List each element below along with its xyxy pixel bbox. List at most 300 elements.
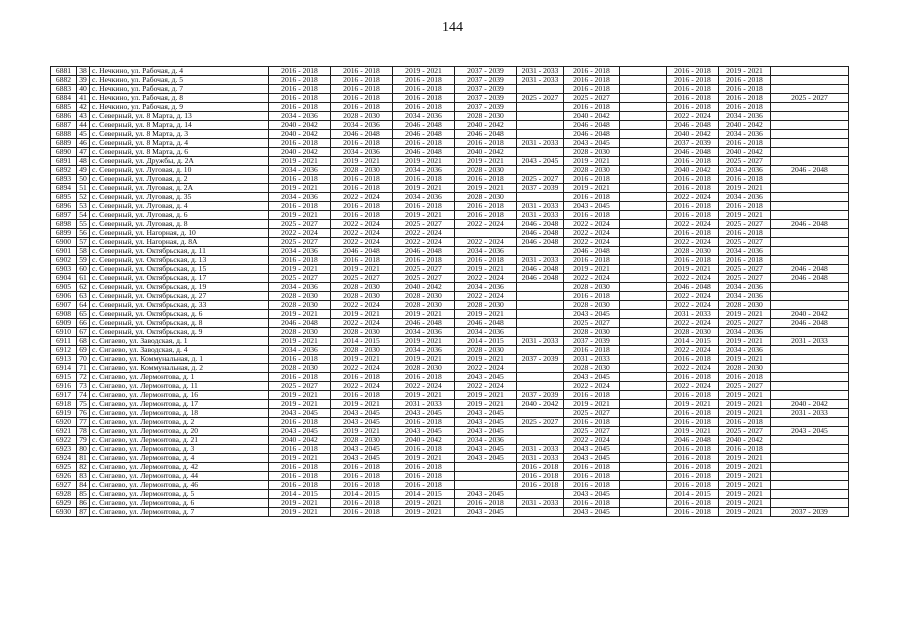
period-cell: 2016 - 2018	[455, 256, 517, 265]
period-cell: 2014 - 2015	[667, 337, 719, 346]
period-cell: 2040 - 2042	[667, 130, 719, 139]
period-cell: 2019 - 2021	[269, 265, 331, 274]
period-cell	[771, 418, 849, 427]
period-cell: 2025 - 2027	[719, 274, 771, 283]
table-row	[51, 85, 849, 94]
row-id-cell: 6908	[51, 310, 77, 319]
period-cell: 2031 - 2033	[517, 67, 564, 76]
period-cell: 2016 - 2018	[719, 256, 771, 265]
row-id-cell: 6907	[51, 301, 77, 310]
period-cell	[620, 472, 667, 481]
period-cell: 2016 - 2018	[667, 373, 719, 382]
period-cell: 2040 - 2042	[719, 121, 771, 130]
period-cell: 2016 - 2018	[393, 76, 455, 85]
table-row	[51, 220, 849, 229]
period-cell: 2034 - 2036	[719, 328, 771, 337]
period-cell: 2016 - 2018	[393, 85, 455, 94]
row-number-cell: 45	[77, 130, 90, 139]
period-cell: 2040 - 2042	[393, 436, 455, 445]
address-cell: с. Сигаево, ул. Лермонтова, д. 3	[90, 445, 269, 454]
row-number-cell: 75	[77, 400, 90, 409]
period-cell: 2016 - 2018	[269, 76, 331, 85]
period-cell	[517, 436, 564, 445]
period-cell	[517, 130, 564, 139]
address-cell: с. Северный, ул. Октябрьская, д. 19	[90, 283, 269, 292]
period-cell: 2046 - 2048	[517, 265, 564, 274]
period-cell: 2019 - 2021	[455, 310, 517, 319]
row-number-cell: 79	[77, 436, 90, 445]
period-cell: 2019 - 2021	[719, 67, 771, 76]
period-cell: 2019 - 2021	[393, 508, 455, 517]
period-cell: 2016 - 2018	[564, 256, 620, 265]
period-cell: 2016 - 2018	[455, 211, 517, 220]
period-cell: 2016 - 2018	[269, 445, 331, 454]
period-cell	[620, 94, 667, 103]
period-cell: 2016 - 2018	[269, 67, 331, 76]
period-cell: 2028 - 2030	[331, 292, 393, 301]
period-cell: 2040 - 2042	[667, 166, 719, 175]
period-cell: 2016 - 2018	[667, 472, 719, 481]
period-cell	[517, 319, 564, 328]
address-cell: с. Северный, ул. Октябрьская, д. 13	[90, 256, 269, 265]
table-row	[51, 202, 849, 211]
period-cell	[771, 202, 849, 211]
row-number-cell: 76	[77, 409, 90, 418]
period-cell	[771, 139, 849, 148]
period-cell: 2016 - 2018	[719, 175, 771, 184]
period-cell: 2043 - 2045	[269, 409, 331, 418]
period-cell	[620, 283, 667, 292]
period-cell: 2019 - 2021	[719, 211, 771, 220]
period-cell	[620, 436, 667, 445]
period-cell: 2022 - 2024	[667, 319, 719, 328]
address-cell: с. Сигаево, ул. Лермонтова, д. 6	[90, 499, 269, 508]
period-cell: 2043 - 2045	[771, 427, 849, 436]
period-cell: 2016 - 2018	[269, 256, 331, 265]
period-cell: 2037 - 2039	[517, 184, 564, 193]
period-cell: 2022 - 2024	[331, 382, 393, 391]
row-number-cell: 54	[77, 211, 90, 220]
row-number-cell: 53	[77, 202, 90, 211]
period-cell: 2046 - 2048	[667, 436, 719, 445]
row-id-cell: 6881	[51, 67, 77, 76]
period-cell	[771, 247, 849, 256]
table-row	[51, 292, 849, 301]
period-cell: 2043 - 2045	[269, 427, 331, 436]
row-id-cell: 6929	[51, 499, 77, 508]
period-cell: 2016 - 2018	[564, 175, 620, 184]
table-row	[51, 346, 849, 355]
table-row	[51, 472, 849, 481]
period-cell: 2016 - 2018	[393, 463, 455, 472]
period-cell: 2016 - 2018	[331, 139, 393, 148]
row-number-cell: 72	[77, 373, 90, 382]
page-number: 144	[442, 20, 463, 35]
period-cell	[620, 265, 667, 274]
period-cell	[771, 463, 849, 472]
period-cell: 2034 - 2036	[269, 112, 331, 121]
period-cell: 2019 - 2021	[269, 211, 331, 220]
row-id-cell: 6930	[51, 508, 77, 517]
period-cell	[517, 508, 564, 517]
period-cell: 2031 - 2033	[517, 211, 564, 220]
period-cell	[620, 391, 667, 400]
period-cell: 2016 - 2018	[269, 355, 331, 364]
period-cell: 2046 - 2048	[517, 220, 564, 229]
period-cell	[455, 463, 517, 472]
period-cell: 2034 - 2036	[393, 112, 455, 121]
period-cell: 2034 - 2036	[719, 292, 771, 301]
table-row	[51, 94, 849, 103]
period-cell: 2019 - 2021	[331, 355, 393, 364]
period-cell: 2037 - 2039	[455, 67, 517, 76]
period-cell	[771, 76, 849, 85]
row-number-cell: 58	[77, 247, 90, 256]
period-cell: 2016 - 2018	[331, 103, 393, 112]
period-cell: 2019 - 2021	[719, 490, 771, 499]
period-cell: 2014 - 2015	[331, 337, 393, 346]
period-cell: 2019 - 2021	[393, 499, 455, 508]
period-cell	[620, 238, 667, 247]
period-cell: 2016 - 2018	[719, 85, 771, 94]
row-id-cell: 6904	[51, 274, 77, 283]
period-cell: 2019 - 2021	[719, 310, 771, 319]
period-cell: 2031 - 2033	[667, 310, 719, 319]
period-cell	[620, 364, 667, 373]
address-cell: с. Северный, ул. Луговая, д. 6	[90, 211, 269, 220]
period-cell: 2043 - 2045	[455, 409, 517, 418]
period-cell: 2034 - 2036	[719, 112, 771, 121]
period-cell	[517, 121, 564, 130]
period-cell	[620, 220, 667, 229]
period-cell: 2019 - 2021	[719, 391, 771, 400]
address-cell: с. Северный, ул. 8 Марта, д. 6	[90, 148, 269, 157]
period-cell: 2037 - 2039	[517, 355, 564, 364]
period-cell: 2028 - 2030	[455, 301, 517, 310]
period-cell: 2037 - 2039	[564, 337, 620, 346]
period-cell	[771, 256, 849, 265]
period-cell: 2034 - 2036	[393, 193, 455, 202]
period-cell: 2019 - 2021	[719, 337, 771, 346]
period-cell: 2028 - 2030	[719, 364, 771, 373]
address-cell: с. Северный, ул. Октябрьская, д. 17	[90, 274, 269, 283]
period-cell	[620, 346, 667, 355]
row-number-cell: 38	[77, 67, 90, 76]
table-row	[51, 301, 849, 310]
period-cell	[620, 400, 667, 409]
period-cell: 2031 - 2033	[517, 499, 564, 508]
period-cell: 2019 - 2021	[393, 157, 455, 166]
period-cell: 2022 - 2024	[564, 382, 620, 391]
address-cell: с. Сигаево, ул. Коммунальная, д. 1	[90, 355, 269, 364]
period-cell: 2016 - 2018	[564, 211, 620, 220]
period-cell: 2028 - 2030	[269, 364, 331, 373]
period-cell: 2028 - 2030	[331, 436, 393, 445]
period-cell: 2043 - 2045	[455, 427, 517, 436]
period-cell: 2016 - 2018	[331, 472, 393, 481]
period-cell: 2016 - 2018	[393, 472, 455, 481]
row-number-cell: 74	[77, 391, 90, 400]
table-row	[51, 490, 849, 499]
period-cell	[620, 121, 667, 130]
period-cell: 2016 - 2018	[517, 472, 564, 481]
row-number-cell: 51	[77, 184, 90, 193]
row-id-cell: 6903	[51, 265, 77, 274]
period-cell: 2025 - 2027	[719, 427, 771, 436]
row-id-cell: 6927	[51, 481, 77, 490]
period-cell: 2016 - 2018	[393, 175, 455, 184]
period-cell: 2028 - 2030	[564, 148, 620, 157]
period-cell: 2025 - 2027	[719, 265, 771, 274]
period-cell: 2028 - 2030	[667, 247, 719, 256]
period-cell: 2016 - 2018	[719, 229, 771, 238]
period-cell: 2025 - 2027	[771, 94, 849, 103]
period-cell: 2016 - 2018	[393, 139, 455, 148]
period-cell	[771, 292, 849, 301]
period-cell	[517, 373, 564, 382]
period-cell: 2040 - 2042	[393, 283, 455, 292]
address-cell: с. Сигаево, ул. Лермонтова, д. 7	[90, 508, 269, 517]
row-id-cell: 6900	[51, 238, 77, 247]
period-cell: 2046 - 2048	[771, 220, 849, 229]
period-cell: 2025 - 2027	[269, 382, 331, 391]
period-cell: 2016 - 2018	[331, 67, 393, 76]
period-cell: 2040 - 2042	[564, 112, 620, 121]
period-cell: 2016 - 2018	[719, 373, 771, 382]
period-cell: 2022 - 2024	[564, 229, 620, 238]
period-cell	[620, 337, 667, 346]
period-cell	[517, 283, 564, 292]
period-cell: 2016 - 2018	[331, 85, 393, 94]
row-id-cell: 6912	[51, 346, 77, 355]
row-id-cell: 6883	[51, 85, 77, 94]
address-cell: с. Северный, ул. Луговая, д. 35	[90, 193, 269, 202]
period-cell	[517, 166, 564, 175]
period-cell: 2019 - 2021	[331, 427, 393, 436]
period-cell	[620, 85, 667, 94]
period-cell: 2028 - 2030	[331, 346, 393, 355]
table-row	[51, 481, 849, 490]
period-cell: 2028 - 2030	[455, 193, 517, 202]
schedule-table	[50, 66, 849, 517]
address-cell: с. Северный, ул. Октябрьская, д. 15	[90, 265, 269, 274]
period-cell: 2034 - 2036	[331, 148, 393, 157]
table-row	[51, 508, 849, 517]
row-id-cell: 6909	[51, 319, 77, 328]
period-cell: 2016 - 2018	[667, 499, 719, 508]
period-cell	[517, 292, 564, 301]
period-cell: 2019 - 2021	[331, 157, 393, 166]
period-cell: 2046 - 2048	[331, 130, 393, 139]
period-cell: 2025 - 2027	[331, 274, 393, 283]
row-number-cell: 61	[77, 274, 90, 283]
row-id-cell: 6897	[51, 211, 77, 220]
period-cell: 2022 - 2024	[455, 220, 517, 229]
period-cell: 2016 - 2018	[269, 103, 331, 112]
row-number-cell: 55	[77, 220, 90, 229]
table-row	[51, 427, 849, 436]
row-id-cell: 6915	[51, 373, 77, 382]
period-cell	[517, 193, 564, 202]
period-cell: 2016 - 2018	[667, 508, 719, 517]
table-row	[51, 67, 849, 76]
period-cell: 2028 - 2030	[393, 292, 455, 301]
period-cell: 2016 - 2018	[667, 418, 719, 427]
row-number-cell: 56	[77, 229, 90, 238]
period-cell	[620, 355, 667, 364]
period-cell: 2016 - 2018	[269, 373, 331, 382]
period-cell	[517, 382, 564, 391]
table-row	[51, 175, 849, 184]
table-row	[51, 184, 849, 193]
period-cell	[620, 157, 667, 166]
period-cell: 2025 - 2027	[719, 220, 771, 229]
period-cell: 2046 - 2048	[455, 130, 517, 139]
address-cell: с. Северный, ул. 8 Марта, д. 3	[90, 130, 269, 139]
period-cell: 2014 - 2015	[269, 490, 331, 499]
period-cell: 2016 - 2018	[667, 211, 719, 220]
period-cell: 2022 - 2024	[667, 382, 719, 391]
period-cell: 2028 - 2030	[331, 328, 393, 337]
period-cell: 2019 - 2021	[269, 184, 331, 193]
address-cell: с. Сигаево, ул. Лермонтова, д. 18	[90, 409, 269, 418]
period-cell: 2016 - 2018	[667, 454, 719, 463]
period-cell: 2034 - 2036	[719, 166, 771, 175]
period-cell: 2016 - 2018	[667, 157, 719, 166]
period-cell: 2022 - 2024	[667, 112, 719, 121]
period-cell: 2022 - 2024	[667, 301, 719, 310]
period-cell: 2019 - 2021	[719, 409, 771, 418]
period-cell	[620, 247, 667, 256]
period-cell	[620, 490, 667, 499]
table-row	[51, 337, 849, 346]
period-cell: 2022 - 2024	[667, 193, 719, 202]
row-number-cell: 63	[77, 292, 90, 301]
period-cell: 2043 - 2045	[564, 508, 620, 517]
table-row	[51, 355, 849, 364]
address-cell: с. Сигаево, ул. Коммунальная, д. 2	[90, 364, 269, 373]
period-cell: 2016 - 2018	[393, 481, 455, 490]
period-cell: 2022 - 2024	[455, 238, 517, 247]
address-cell: с. Северный, ул. Нагорная, д. 8А	[90, 238, 269, 247]
period-cell: 2019 - 2021	[269, 310, 331, 319]
period-cell: 2022 - 2024	[331, 193, 393, 202]
period-cell: 2034 - 2036	[393, 328, 455, 337]
period-cell: 2028 - 2030	[331, 166, 393, 175]
period-cell: 2016 - 2018	[667, 481, 719, 490]
row-number-cell: 52	[77, 193, 90, 202]
period-cell: 2040 - 2042	[719, 148, 771, 157]
row-id-cell: 6884	[51, 94, 77, 103]
period-cell: 2016 - 2018	[564, 472, 620, 481]
period-cell: 2046 - 2048	[771, 274, 849, 283]
period-cell: 2016 - 2018	[719, 445, 771, 454]
table-row	[51, 328, 849, 337]
period-cell: 2016 - 2018	[564, 67, 620, 76]
address-cell: с. Сигаево, ул. Лермонтова, д. 4	[90, 454, 269, 463]
period-cell: 2019 - 2021	[667, 400, 719, 409]
period-cell: 2022 - 2024	[564, 220, 620, 229]
period-cell: 2031 - 2033	[393, 400, 455, 409]
period-cell	[771, 112, 849, 121]
period-cell	[620, 418, 667, 427]
period-cell: 2016 - 2018	[331, 202, 393, 211]
row-number-cell: 48	[77, 157, 90, 166]
period-cell	[620, 76, 667, 85]
period-cell: 2025 - 2027	[719, 157, 771, 166]
address-cell: с. Сигаево, ул. Лермонтова, д. 11	[90, 382, 269, 391]
period-cell: 2046 - 2048	[667, 121, 719, 130]
period-cell: 2046 - 2048	[393, 319, 455, 328]
row-id-cell: 6919	[51, 409, 77, 418]
row-id-cell: 6887	[51, 121, 77, 130]
row-number-cell: 64	[77, 301, 90, 310]
period-cell: 2031 - 2033	[771, 409, 849, 418]
period-cell: 2016 - 2018	[331, 499, 393, 508]
period-cell	[517, 310, 564, 319]
address-cell: с. Северный, ул. Нагорная, д. 10	[90, 229, 269, 238]
address-cell: с. Нечкино, ул. Рабочая, д. 7	[90, 85, 269, 94]
row-id-cell: 6910	[51, 328, 77, 337]
address-cell: с. Северный, ул. Октябрьская, д. 8	[90, 319, 269, 328]
row-id-cell: 6922	[51, 436, 77, 445]
period-cell: 2022 - 2024	[455, 382, 517, 391]
period-cell: 2016 - 2018	[667, 256, 719, 265]
address-cell: с. Сигаево, ул. Лермонтова, д. 17	[90, 400, 269, 409]
period-cell: 2016 - 2018	[667, 409, 719, 418]
period-cell: 2022 - 2024	[667, 274, 719, 283]
row-id-cell: 6888	[51, 130, 77, 139]
period-cell	[620, 193, 667, 202]
period-cell: 2019 - 2021	[331, 265, 393, 274]
period-cell: 2031 - 2033	[517, 76, 564, 85]
table-row	[51, 112, 849, 121]
period-cell: 2034 - 2036	[719, 346, 771, 355]
period-cell: 2019 - 2021	[269, 499, 331, 508]
address-cell: с. Сигаево, ул. Лермонтова, д. 21	[90, 436, 269, 445]
period-cell: 2028 - 2030	[667, 328, 719, 337]
period-cell: 2025 - 2027	[269, 220, 331, 229]
period-cell	[771, 211, 849, 220]
period-cell: 2040 - 2042	[455, 148, 517, 157]
period-cell: 2016 - 2018	[564, 85, 620, 94]
period-cell: 2028 - 2030	[393, 364, 455, 373]
address-cell: с. Северный, ул. Луговая, д. 10	[90, 166, 269, 175]
period-cell: 2016 - 2018	[393, 202, 455, 211]
table-row	[51, 391, 849, 400]
period-cell: 2016 - 2018	[564, 481, 620, 490]
row-number-cell: 40	[77, 85, 90, 94]
table-row	[51, 463, 849, 472]
period-cell	[771, 346, 849, 355]
row-number-cell: 44	[77, 121, 90, 130]
period-cell: 2046 - 2048	[667, 148, 719, 157]
period-cell	[620, 166, 667, 175]
period-cell	[771, 148, 849, 157]
period-cell	[620, 409, 667, 418]
period-cell	[517, 490, 564, 499]
period-cell: 2019 - 2021	[667, 265, 719, 274]
period-cell: 2016 - 2018	[269, 94, 331, 103]
period-cell: 2040 - 2042	[771, 400, 849, 409]
period-cell: 2022 - 2024	[331, 220, 393, 229]
row-number-cell: 68	[77, 337, 90, 346]
period-cell: 2022 - 2024	[331, 301, 393, 310]
period-cell	[620, 310, 667, 319]
period-cell	[620, 319, 667, 328]
period-cell: 2019 - 2021	[393, 391, 455, 400]
period-cell: 2034 - 2036	[719, 247, 771, 256]
